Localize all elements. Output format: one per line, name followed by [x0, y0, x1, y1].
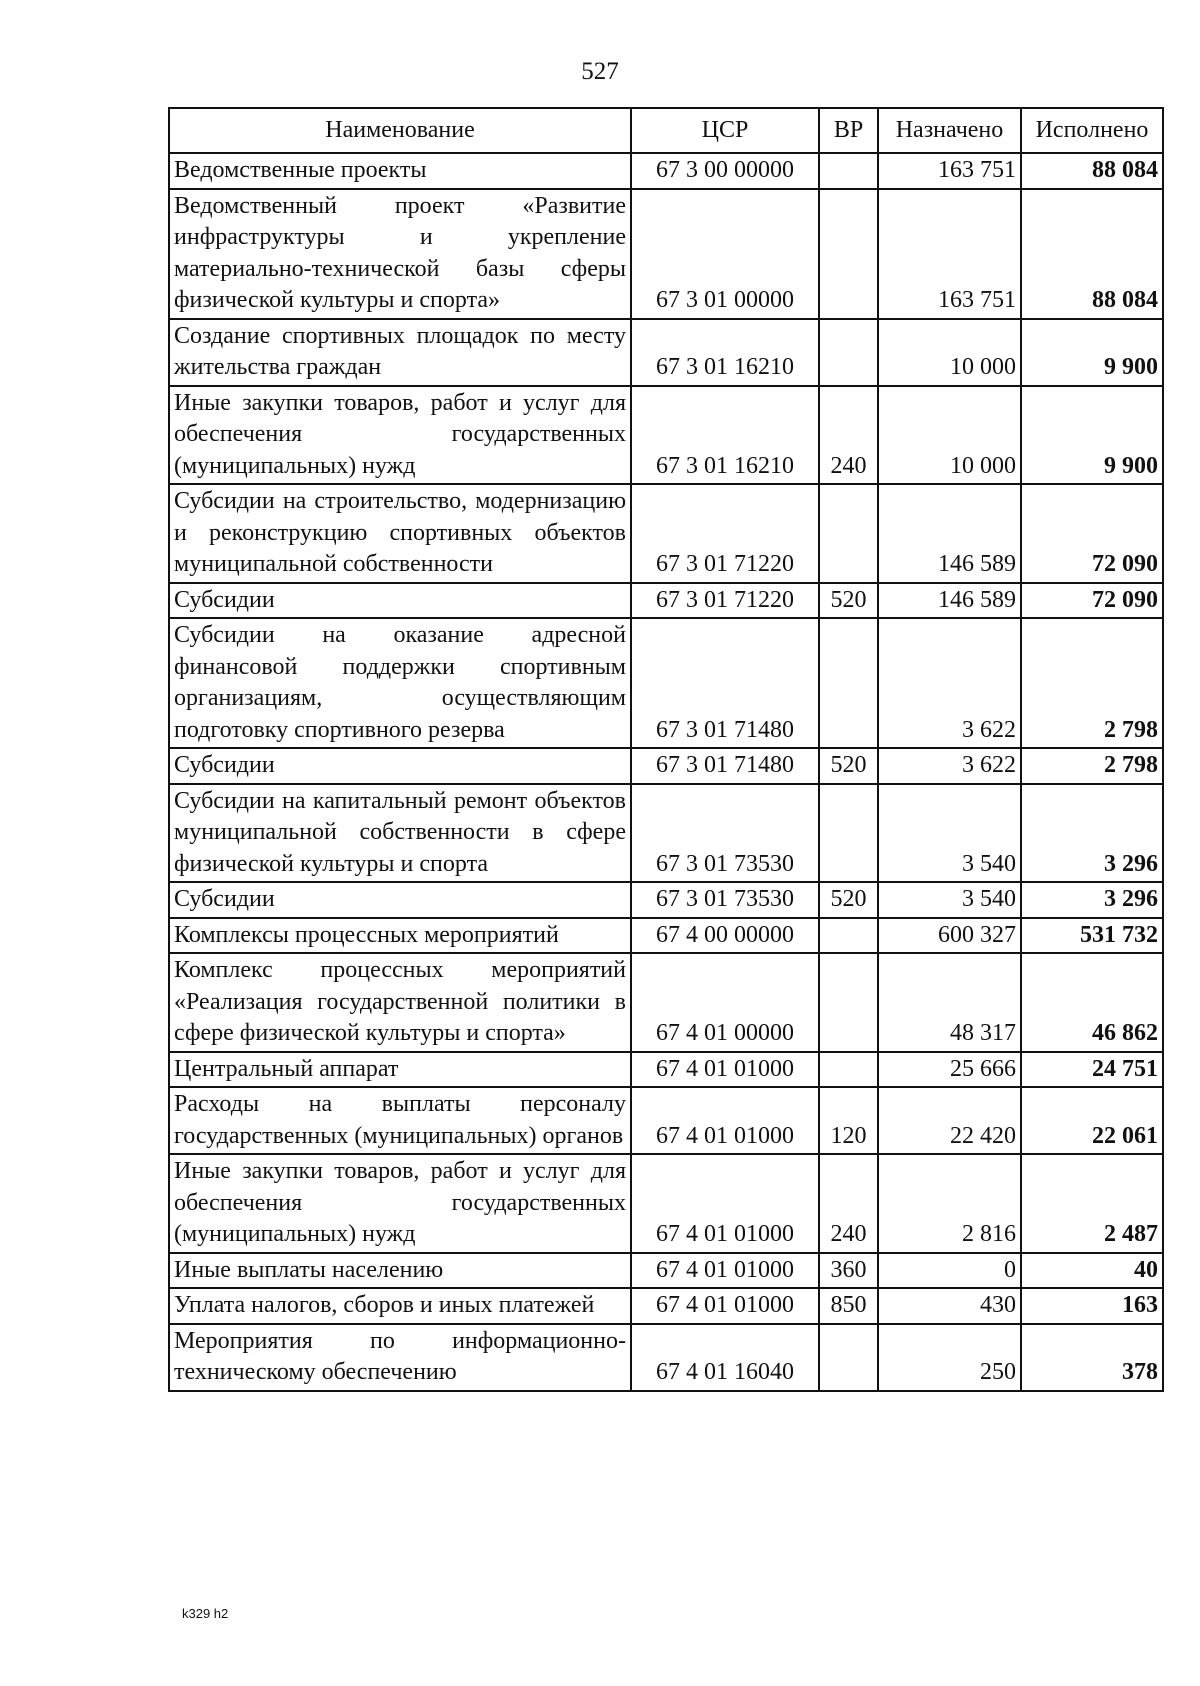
row-vr: 240: [819, 386, 878, 485]
table-row: [169, 1087, 1163, 1154]
row-executed: 46 862: [1021, 953, 1163, 1052]
row-assigned: 22 420: [878, 1087, 1021, 1154]
table-row: [169, 484, 1163, 583]
row-csr: 67 3 01 73530: [631, 784, 819, 883]
row-csr: 67 3 01 16210: [631, 319, 819, 386]
row-executed: 2 798: [1021, 618, 1163, 748]
row-name: Иные закупки товаров, работ и услуг для обеспечения государственных (муниципальных) нужд: [169, 386, 631, 485]
row-csr: 67 4 01 01000: [631, 1087, 819, 1154]
row-assigned: 25 666: [878, 1052, 1021, 1088]
row-name: Центральный аппарат: [169, 1052, 631, 1088]
table-row: [169, 386, 1163, 485]
row-vr: 520: [819, 583, 878, 619]
table-row: [169, 153, 1163, 189]
row-assigned: 48 317: [878, 953, 1021, 1052]
row-vr: [819, 319, 878, 386]
row-executed: 3 296: [1021, 882, 1163, 918]
row-name: Субсидии на оказание адресной финансовой поддержки спортивным организациям, осуществляющим подготовку спортивного резерва: [169, 618, 631, 748]
row-name: Комплексы процессных мероприятий: [169, 918, 631, 954]
header-csr: ЦСР: [631, 108, 819, 153]
row-executed: 9 900: [1021, 319, 1163, 386]
row-assigned: 10 000: [878, 386, 1021, 485]
row-csr: 67 4 01 01000: [631, 1052, 819, 1088]
budget-table: [168, 107, 1164, 1392]
table-row: [169, 882, 1163, 918]
row-executed: 2 798: [1021, 748, 1163, 784]
row-name: Мероприятия по информационно-техническому обеспечению: [169, 1324, 631, 1391]
table-row: [169, 189, 1163, 319]
row-assigned: 0: [878, 1253, 1021, 1289]
row-name: Создание спортивных площадок по месту жительства граждан: [169, 319, 631, 386]
table-row: [169, 1253, 1163, 1289]
row-name: Субсидии: [169, 882, 631, 918]
header-executed: Исполнено: [1021, 108, 1163, 153]
row-csr: 67 4 01 01000: [631, 1253, 819, 1289]
table-row: [169, 784, 1163, 883]
row-assigned: 10 000: [878, 319, 1021, 386]
row-executed: 531 732: [1021, 918, 1163, 954]
row-vr: 240: [819, 1154, 878, 1253]
row-executed: 88 084: [1021, 189, 1163, 319]
row-csr: 67 4 01 01000: [631, 1154, 819, 1253]
row-executed: 378: [1021, 1324, 1163, 1391]
row-name: Иные закупки товаров, работ и услуг для обеспечения государственных (муниципальных) нужд: [169, 1154, 631, 1253]
row-executed: 40: [1021, 1253, 1163, 1289]
row-executed: 72 090: [1021, 583, 1163, 619]
row-csr: 67 3 01 71480: [631, 748, 819, 784]
row-vr: [819, 784, 878, 883]
row-csr: 67 4 01 01000: [631, 1288, 819, 1324]
table-row: [169, 748, 1163, 784]
row-executed: 72 090: [1021, 484, 1163, 583]
table-row: [169, 319, 1163, 386]
row-vr: [819, 1324, 878, 1391]
row-vr: 850: [819, 1288, 878, 1324]
row-name: Расходы на выплаты персоналу государственных (муниципальных) органов: [169, 1087, 631, 1154]
row-assigned: 146 589: [878, 583, 1021, 619]
row-name: Уплата налогов, сборов и иных платежей: [169, 1288, 631, 1324]
row-assigned: 163 751: [878, 153, 1021, 189]
row-executed: 22 061: [1021, 1087, 1163, 1154]
row-name: Ведомственные проекты: [169, 153, 631, 189]
row-vr: [819, 918, 878, 954]
table-row: [169, 618, 1163, 748]
row-vr: [819, 1052, 878, 1088]
table-row: [169, 1288, 1163, 1324]
row-executed: 9 900: [1021, 386, 1163, 485]
footer-code: k329 h2: [182, 1606, 229, 1621]
row-vr: 360: [819, 1253, 878, 1289]
row-vr: 520: [819, 748, 878, 784]
header-name: Наименование: [169, 108, 631, 153]
row-assigned: 163 751: [878, 189, 1021, 319]
row-assigned: 3 540: [878, 784, 1021, 883]
row-vr: [819, 189, 878, 319]
table-row: [169, 918, 1163, 954]
row-name: Субсидии на капитальный ремонт объектов муниципальной собственности в сфере физической культуры и спорта: [169, 784, 631, 883]
row-executed: 88 084: [1021, 153, 1163, 189]
row-csr: 67 3 00 00000: [631, 153, 819, 189]
header-row: [169, 108, 1163, 153]
table-row: [169, 1324, 1163, 1391]
row-csr: 67 3 01 16210: [631, 386, 819, 485]
row-executed: 24 751: [1021, 1052, 1163, 1088]
row-csr: 67 4 00 00000: [631, 918, 819, 954]
row-csr: 67 3 01 00000: [631, 189, 819, 319]
row-assigned: 600 327: [878, 918, 1021, 954]
row-vr: [819, 484, 878, 583]
header-assigned: Назначено: [878, 108, 1021, 153]
row-vr: [819, 618, 878, 748]
row-assigned: 250: [878, 1324, 1021, 1391]
row-assigned: 430: [878, 1288, 1021, 1324]
row-name: Субсидии: [169, 748, 631, 784]
row-assigned: 3 622: [878, 748, 1021, 784]
table-row: [169, 583, 1163, 619]
row-name: Комплекс процессных мероприятий «Реализация государственной политики в сфере физической культуры и спорта»: [169, 953, 631, 1052]
row-assigned: 3 622: [878, 618, 1021, 748]
row-executed: 2 487: [1021, 1154, 1163, 1253]
row-csr: 67 3 01 71220: [631, 484, 819, 583]
row-name: Ведомственный проект «Развитие инфраструктуры и укрепление материально-технической базы сферы физической культуры и спорта»: [169, 189, 631, 319]
row-vr: [819, 953, 878, 1052]
table-row: [169, 1052, 1163, 1088]
row-assigned: 2 816: [878, 1154, 1021, 1253]
row-name: Иные выплаты населению: [169, 1253, 631, 1289]
row-csr: 67 3 01 71220: [631, 583, 819, 619]
row-assigned: 3 540: [878, 882, 1021, 918]
page-number: 527: [581, 58, 619, 85]
row-name: Субсидии: [169, 583, 631, 619]
row-assigned: 146 589: [878, 484, 1021, 583]
row-executed: 3 296: [1021, 784, 1163, 883]
row-vr: 120: [819, 1087, 878, 1154]
row-vr: 520: [819, 882, 878, 918]
table-row: [169, 1154, 1163, 1253]
row-csr: 67 3 01 73530: [631, 882, 819, 918]
row-csr: 67 4 01 00000: [631, 953, 819, 1052]
row-vr: [819, 153, 878, 189]
header-vr: ВР: [819, 108, 878, 153]
row-csr: 67 3 01 71480: [631, 618, 819, 748]
row-csr: 67 4 01 16040: [631, 1324, 819, 1391]
row-name: Субсидии на строительство, модернизацию и реконструкцию спортивных объектов муниципальной собственности: [169, 484, 631, 583]
table-row: [169, 953, 1163, 1052]
row-executed: 163: [1021, 1288, 1163, 1324]
